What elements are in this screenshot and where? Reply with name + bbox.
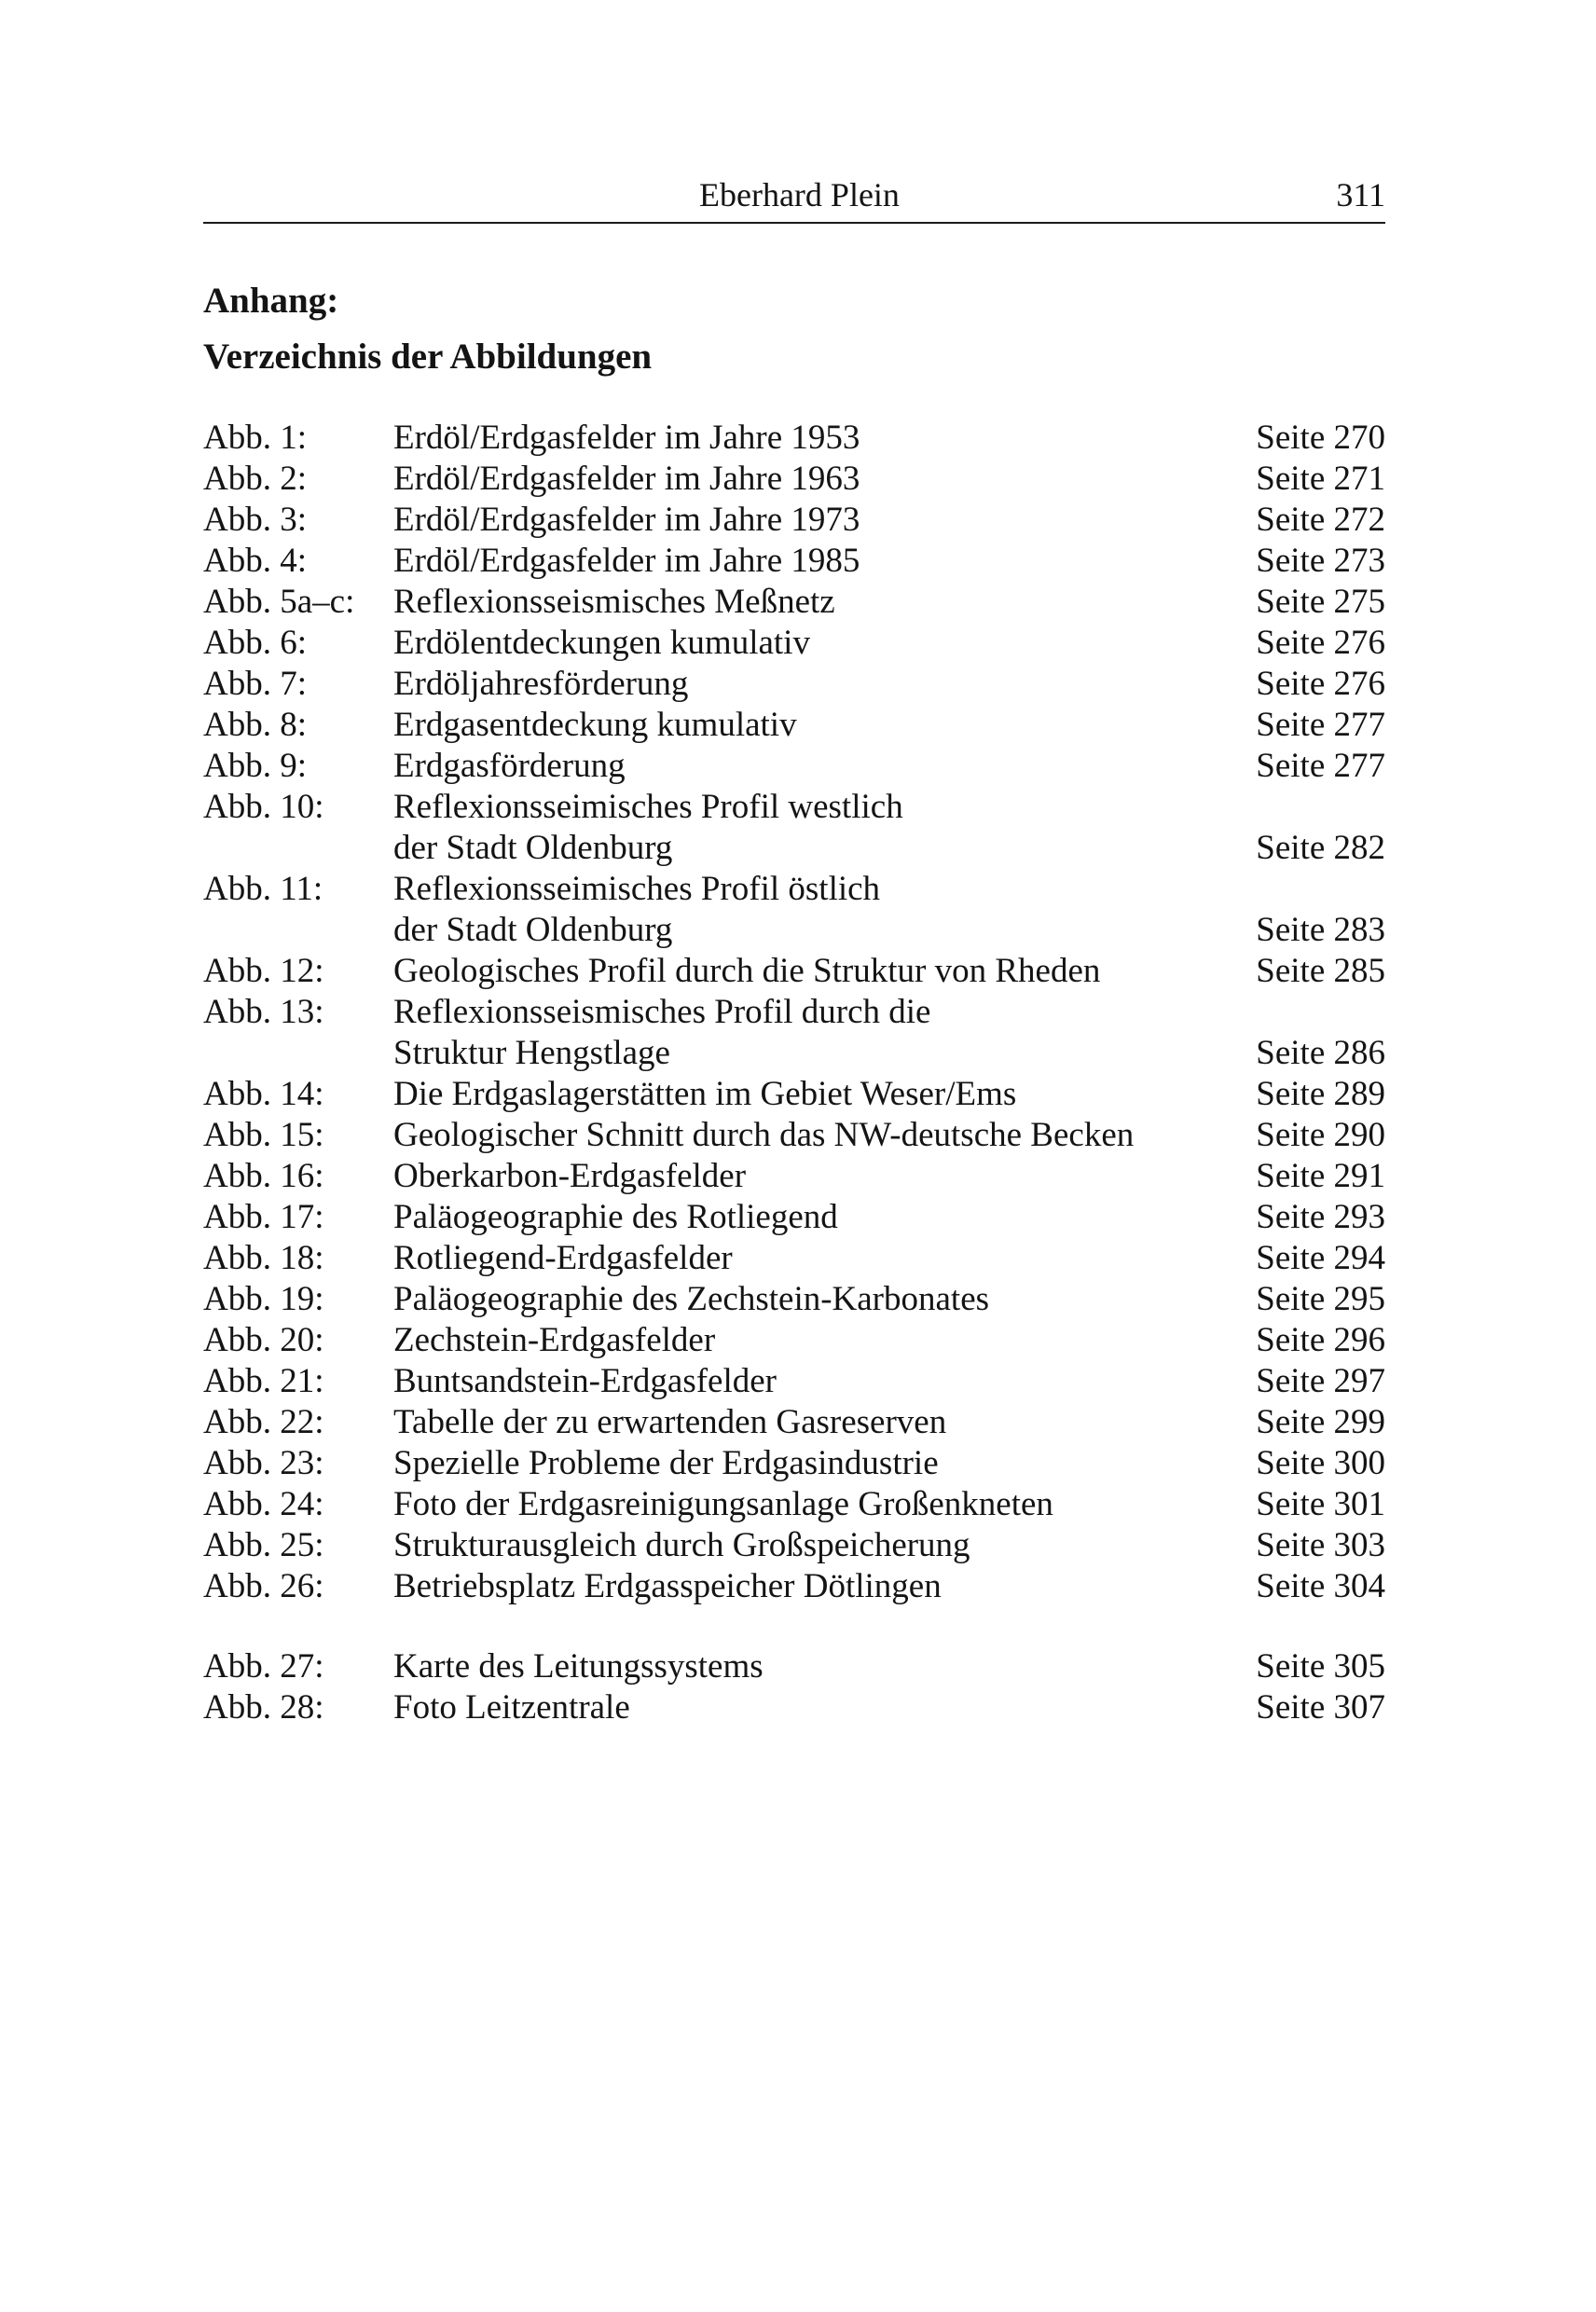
figure-page-reference: Seite 276 — [1256, 624, 1385, 662]
figure-page-reference: Seite 270 — [1256, 419, 1385, 457]
figure-page-reference: Seite 275 — [1256, 583, 1385, 621]
figure-title-line: Erdöl/Erdgasfelder im Jahre 1973 — [393, 501, 860, 539]
figure-title — [393, 1646, 1195, 1687]
header-page-number: 311 — [1336, 176, 1385, 213]
figure-title-line: der Stadt Oldenburg — [393, 829, 673, 867]
figure-title — [393, 992, 1195, 1074]
figure-number: Abb. 22: — [203, 1403, 324, 1441]
figure-title-line: Reflexionsseismisches Meßnetz — [393, 583, 835, 621]
figure-list-entry — [203, 1484, 1385, 1525]
figure-number: Abb. 25: — [203, 1526, 324, 1564]
figure-page-reference: Seite 307 — [1256, 1688, 1385, 1727]
figure-list-entry — [203, 1402, 1385, 1443]
figure-list-entry — [203, 1525, 1385, 1566]
figure-title-line: Reflexionsseimisches Profil westlich — [393, 788, 903, 826]
figure-title-line: Spezielle Probleme der Erdgasindustrie — [393, 1444, 939, 1482]
figure-page-reference: Seite 291 — [1256, 1157, 1385, 1195]
figure-number: Abb. 1: — [203, 419, 307, 457]
header-rule — [203, 222, 1385, 224]
figure-list-entry — [203, 1197, 1385, 1238]
figure-title — [393, 1320, 1195, 1361]
figure-list-entry — [203, 992, 1385, 1074]
figure-number: Abb. 23: — [203, 1444, 324, 1482]
figure-title-line: Foto Leitzentrale — [393, 1688, 630, 1727]
figure-title-line: Erdöl/Erdgasfelder im Jahre 1985 — [393, 542, 860, 580]
figure-title — [393, 1279, 1195, 1320]
figure-number: Abb. 8: — [203, 706, 307, 744]
figure-list-entry — [203, 1115, 1385, 1156]
figure-list-entry — [203, 787, 1385, 869]
figure-title-line: Erdöl/Erdgasfelder im Jahre 1963 — [393, 460, 860, 498]
figure-title-line: Zechstein-Erdgasfelder — [393, 1321, 716, 1359]
figure-title-line: Strukturausgleich durch Großspeicherung — [393, 1526, 970, 1564]
figure-number: Abb. 20: — [203, 1321, 324, 1359]
header-author: Eberhard Plein — [699, 176, 900, 213]
figure-title-line: Erdöljahresförderung — [393, 665, 689, 703]
running-header — [203, 166, 1385, 218]
figure-title — [393, 500, 1195, 541]
figure-list-entry — [203, 418, 1385, 459]
figure-number: Abb. 27: — [203, 1647, 324, 1686]
figure-list-entry — [203, 1566, 1385, 1607]
figure-title — [393, 705, 1195, 746]
figure-title — [393, 1197, 1195, 1238]
figure-page-reference: Seite 300 — [1256, 1444, 1385, 1482]
figure-title — [393, 1115, 1195, 1156]
figure-list-entry — [203, 1320, 1385, 1361]
figure-title — [393, 1566, 1195, 1607]
figure-title — [393, 787, 1195, 869]
figure-page-reference: Seite 297 — [1256, 1362, 1385, 1400]
figure-page-reference: Seite 289 — [1256, 1075, 1385, 1113]
figure-page-reference: Seite 295 — [1256, 1280, 1385, 1318]
figure-number: Abb. 10: — [203, 788, 324, 826]
figure-title-line: Erdöl/Erdgasfelder im Jahre 1953 — [393, 419, 860, 457]
figure-title-line: Geologisches Profil durch die Struktur von Rheden — [393, 952, 1101, 990]
figure-list-entry — [203, 1443, 1385, 1484]
figure-title — [393, 951, 1195, 992]
figure-number: Abb. 19: — [203, 1280, 324, 1318]
figure-number: Abb. 9: — [203, 747, 307, 785]
figure-number: Abb. 6: — [203, 624, 307, 662]
figure-title-line: Foto der Erdgasreinigungsanlage Großenkneten — [393, 1485, 1053, 1523]
figure-number: Abb. 4: — [203, 542, 307, 580]
figure-number: Abb. 7: — [203, 665, 307, 703]
figure-title-line: Karte des Leitungssystems — [393, 1647, 764, 1686]
figure-title — [393, 1074, 1195, 1115]
figure-page-reference: Seite 293 — [1256, 1198, 1385, 1236]
figure-list-entry — [203, 1279, 1385, 1320]
figure-list-entry — [203, 541, 1385, 582]
figure-title — [393, 1484, 1195, 1525]
figure-page-reference: Seite 304 — [1256, 1567, 1385, 1605]
figure-title-line: Buntsandstein-Erdgasfelder — [393, 1362, 777, 1400]
figure-title — [393, 664, 1195, 705]
figure-title — [393, 623, 1195, 664]
figure-title — [393, 1402, 1195, 1443]
figure-number: Abb. 24: — [203, 1485, 324, 1523]
figure-page-reference: Seite 282 — [1256, 829, 1385, 867]
figure-number: Abb. 18: — [203, 1239, 324, 1277]
figure-page-reference: Seite 272 — [1256, 501, 1385, 539]
figure-page-reference: Seite 283 — [1256, 911, 1385, 949]
figure-title — [393, 869, 1195, 951]
section-heading: Verzeichnis der Abbildungen — [203, 337, 653, 377]
figure-title — [393, 1156, 1195, 1197]
figure-title-line: Paläogeographie des Rotliegend — [393, 1198, 838, 1236]
figure-title-line: Reflexionsseismisches Profil durch die — [393, 993, 931, 1031]
figure-list-entry — [203, 746, 1385, 787]
figure-number: Abb. 2: — [203, 460, 307, 498]
figure-title — [393, 1443, 1195, 1484]
figure-title — [393, 459, 1195, 500]
figure-number: Abb. 5a–c: — [203, 583, 355, 621]
figure-number: Abb. 28: — [203, 1688, 324, 1727]
figure-list-entry — [203, 500, 1385, 541]
figure-title — [393, 1525, 1195, 1566]
figure-page-reference: Seite 271 — [1256, 460, 1385, 498]
figure-title-line: Reflexionsseimisches Profil östlich — [393, 870, 881, 908]
figure-page-reference: Seite 299 — [1256, 1403, 1385, 1441]
figure-number: Abb. 11: — [203, 870, 323, 908]
figure-number: Abb. 21: — [203, 1362, 324, 1400]
figure-list-entry — [203, 459, 1385, 500]
figure-title — [393, 1687, 1195, 1728]
figure-title — [393, 1361, 1195, 1402]
figure-number: Abb. 15: — [203, 1116, 324, 1154]
figure-title-line: Tabelle der zu erwartenden Gasreserven — [393, 1403, 947, 1441]
figure-page-reference: Seite 294 — [1256, 1239, 1385, 1277]
figure-page-reference: Seite 285 — [1256, 952, 1385, 990]
figure-page-reference: Seite 277 — [1256, 706, 1385, 744]
figure-title-line: Erdgasentdeckung kumulativ — [393, 706, 797, 744]
figure-title — [393, 746, 1195, 787]
figure-page-reference: Seite 286 — [1256, 1034, 1385, 1072]
figure-list-entry — [203, 869, 1385, 951]
figure-page-reference: Seite 305 — [1256, 1647, 1385, 1686]
figure-title-line: Erdgasförderung — [393, 747, 626, 785]
figure-list — [203, 418, 1385, 1728]
figure-title — [393, 418, 1195, 459]
figure-title-line: Geologischer Schnitt durch das NW-deutsche Becken — [393, 1116, 1135, 1154]
figure-list-entry — [203, 705, 1385, 746]
figure-title-line: der Stadt Oldenburg — [393, 911, 673, 949]
figure-number: Abb. 26: — [203, 1567, 324, 1605]
figure-page-reference: Seite 277 — [1256, 747, 1385, 785]
figure-page-reference: Seite 303 — [1256, 1526, 1385, 1564]
figure-title-line: Die Erdgaslagerstätten im Gebiet Weser/Ems — [393, 1075, 1017, 1113]
figure-list-entry — [203, 1646, 1385, 1687]
figure-list-entry — [203, 582, 1385, 623]
figure-title-line: Erdölentdeckungen kumulativ — [393, 624, 810, 662]
figure-title-line: Struktur Hengstlage — [393, 1034, 670, 1072]
figure-page-reference: Seite 276 — [1256, 665, 1385, 703]
figure-title-line: Rotliegend-Erdgasfelder — [393, 1239, 733, 1277]
figure-page-reference: Seite 290 — [1256, 1116, 1385, 1154]
figure-list-entry — [203, 1238, 1385, 1279]
figure-number: Abb. 12: — [203, 952, 324, 990]
figure-list-entry — [203, 1361, 1385, 1402]
figure-title-line: Betriebsplatz Erdgasspeicher Dötlingen — [393, 1567, 942, 1605]
figure-number: Abb. 13: — [203, 993, 324, 1031]
figure-number: Abb. 3: — [203, 501, 307, 539]
figure-list-entry — [203, 1156, 1385, 1197]
figure-page-reference: Seite 301 — [1256, 1485, 1385, 1523]
figure-title — [393, 582, 1195, 623]
figure-title — [393, 541, 1195, 582]
figure-title-line: Paläogeographie des Zechstein-Karbonates — [393, 1280, 990, 1318]
figure-page-reference: Seite 273 — [1256, 542, 1385, 580]
figure-title-line: Oberkarbon-Erdgasfelder — [393, 1157, 747, 1195]
figure-list-entry — [203, 1687, 1385, 1728]
figure-page-reference: Seite 296 — [1256, 1321, 1385, 1359]
appendix-heading: Anhang: — [203, 281, 339, 321]
figure-list-entry — [203, 664, 1385, 705]
figure-number: Abb. 16: — [203, 1157, 324, 1195]
figure-title — [393, 1238, 1195, 1279]
figure-list-entry — [203, 623, 1385, 664]
figure-list-entry — [203, 951, 1385, 992]
figure-number: Abb. 14: — [203, 1075, 324, 1113]
figure-number: Abb. 17: — [203, 1198, 324, 1236]
figure-list-entry — [203, 1074, 1385, 1115]
